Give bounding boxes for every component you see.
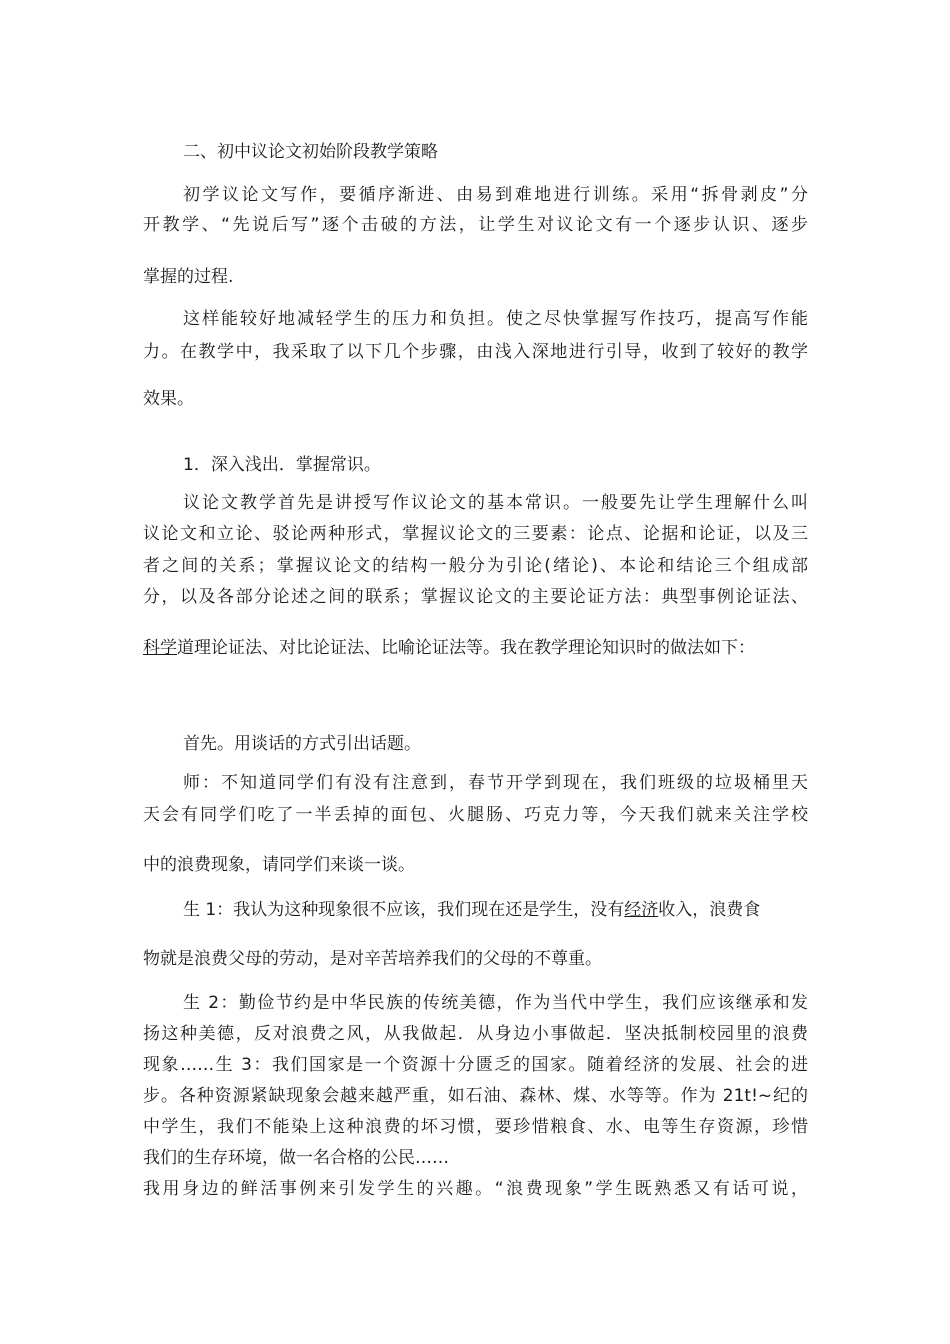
closing-line: 我用身边的鲜活事例来引发学生的兴趣。“浪费现象”学生既熟悉又有话可说， xyxy=(143,1179,808,1199)
student1-line1-b: 收入，浪费食 xyxy=(658,900,761,920)
student1-line1-a: 生 1：我认为这种现象很不应该，我们现在还是学生，没有 xyxy=(183,900,625,920)
p3-line5-text: 道理论证法、对比论证法、比喻论证法等。我在教学理论知识时的做法如下： xyxy=(177,638,755,658)
student2-line2: 扬这种美德，反对浪费之风，从我做起．从身边小事做起．坚决抵制校园里的浪费 xyxy=(143,1024,808,1044)
step1-heading: 1．深入浅出．掌握常识。 xyxy=(183,455,381,475)
p1-line3: 掌握的过程. xyxy=(143,267,234,287)
p1-line2: 开教学、“先说后写”逐个击破的方法，让学生对议论文有一个逐步认识、逐步 xyxy=(143,215,808,235)
p2-line2: 力。在教学中，我采取了以下几个步骤，由浅入深地进行引导，收到了较好的教学 xyxy=(143,342,808,362)
p2-line3: 效果。 xyxy=(143,389,194,409)
teacher-line3: 中的浪费现象，请同学们来谈一谈。 xyxy=(143,855,415,875)
student2-line6: 我们的生存环境，做一名合格的公民…… xyxy=(143,1148,449,1168)
p3-line4: 分，以及各部分论述之间的联系；掌握议论文的主要论证方法：典型事例论证法、 xyxy=(143,587,808,607)
teacher-line2: 天会有同学们吃了一半丢掉的面包、火腿肠、巧克力等，今天我们就来关注学校 xyxy=(143,805,808,825)
student2-line4: 步。各种资源紧缺现象会越来越严重，如石油、森林、煤、水等等。作为 21t!~纪的 xyxy=(143,1086,808,1106)
p1-line1: 初学议论文写作，要循序渐进、由易到难地进行训练。采用“拆骨剥皮”分 xyxy=(183,185,808,205)
student1-line2: 物就是浪费父母的劳动，是对辛苦培养我们的父母的不尊重。 xyxy=(143,949,602,969)
science-link[interactable]: 科学 xyxy=(143,638,177,658)
p3-line1: 议论文教学首先是讲授写作议论文的基本常识。一般要先让学生理解什么叫 xyxy=(183,493,808,513)
first-step-line: 首先。用谈话的方式引出话题。 xyxy=(183,734,421,754)
p2-line1: 这样能较好地减轻学生的压力和负担。使之尽快掌握写作技巧，提高写作能 xyxy=(183,309,808,329)
p3-line2: 议论文和立论、驳论两种形式，掌握议论文的三要素：论点、论据和论证，以及三 xyxy=(143,524,808,544)
p3-line5 xyxy=(143,636,808,660)
student2-line1: 生 2：勤俭节约是中华民族的传统美德，作为当代中学生，我们应该继承和发 xyxy=(183,993,808,1013)
student2-line3: 现象……生 3：我们国家是一个资源十分匮乏的国家。随着经济的发展、社会的进 xyxy=(143,1055,808,1075)
student2-line5: 中学生，我们不能染上这种浪费的坏习惯，要珍惜粮食、水、电等生存资源，珍惜 xyxy=(143,1117,808,1137)
economy-link[interactable]: 经济 xyxy=(624,900,659,920)
p3-line3: 者之间的关系；掌握议论文的结构一般分为引论(绪论)、本论和结论三个组成部 xyxy=(143,556,808,576)
section-heading: 二、初中议论文初始阶段教学策略 xyxy=(183,142,438,162)
student1-line1 xyxy=(183,898,808,922)
teacher-line1: 师：不知道同学们有没有注意到，春节开学到现在，我们班级的垃圾桶里天 xyxy=(183,773,808,793)
